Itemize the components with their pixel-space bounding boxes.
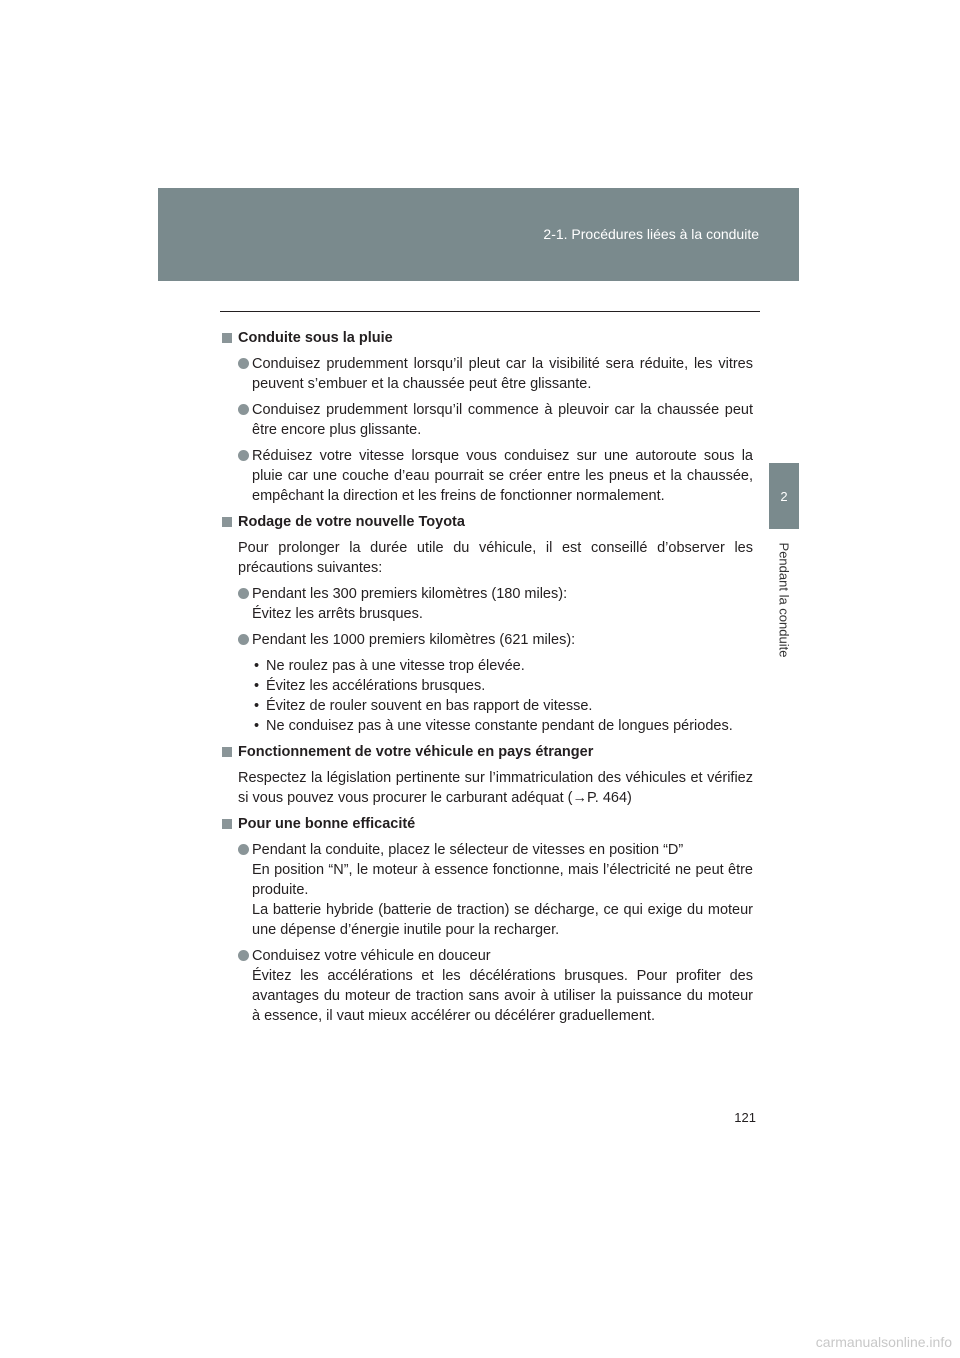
square-bullet-icon bbox=[222, 747, 232, 757]
bullet-text: Réduisez votre vitesse lorsque vous conduisez sur une autoroute sous la pluie car une couche d’eau pourrait se créer entre les pneus et la chaussée, empêchant la direction et les freins de fonctionner normalement. bbox=[252, 448, 753, 504]
bullet-line: La batterie hybride (batterie de traction) se décharge, ce qui exige du moteur une dépense d’énergie inutile pour la recharger. bbox=[252, 902, 753, 938]
sub-item bbox=[222, 696, 753, 716]
section-title-rain: Conduite sous la pluie bbox=[238, 330, 393, 346]
bullet-item bbox=[222, 400, 753, 440]
bullet-text: Conduisez prudemment lorsqu’il commence à pleuvoir car la chaussée peut être encore plus glissante. bbox=[252, 402, 753, 438]
paragraph: Respectez la législation pertinente sur l’immatriculation des véhicules et vérifiez si vous pouvez vous procurer le carburant adéquat (→P. 464) bbox=[238, 770, 753, 806]
circle-bullet-icon bbox=[238, 588, 249, 599]
bullet-item bbox=[222, 630, 753, 650]
sub-item-text: Évitez de rouler souvent en bas rapport de vitesse. bbox=[266, 698, 593, 714]
sub-item bbox=[222, 676, 753, 696]
sub-item-text: Ne roulez pas à une vitesse trop élevée. bbox=[266, 658, 525, 674]
bullet-item bbox=[222, 446, 753, 506]
section-title-abroad: Fonctionnement de votre véhicule en pays étranger bbox=[238, 744, 594, 760]
sub-bullet-icon: • bbox=[254, 698, 260, 714]
sub-item-text: Ne conduisez pas à une vitesse constante pendant de longues périodes. bbox=[266, 718, 733, 734]
bullet-line: Conduisez votre véhicule en douceur bbox=[252, 948, 491, 964]
circle-bullet-icon bbox=[238, 634, 249, 645]
square-bullet-icon bbox=[222, 517, 232, 527]
sub-bullet-icon: • bbox=[254, 678, 260, 694]
bullet-item bbox=[222, 354, 753, 394]
circle-bullet-icon bbox=[238, 404, 249, 415]
section-title-breakin: Rodage de votre nouvelle Toyota bbox=[238, 514, 465, 530]
square-bullet-icon bbox=[222, 333, 232, 343]
circle-bullet-icon bbox=[238, 844, 249, 855]
circle-bullet-icon bbox=[238, 358, 249, 369]
bullet-text: Conduisez prudemment lorsqu’il pleut car la visibilité sera réduite, les vitres peuvent s’embuer et la chaussée peut être glissante. bbox=[252, 356, 753, 392]
sub-bullet-icon: • bbox=[254, 658, 260, 674]
header-band bbox=[158, 188, 799, 281]
paragraph: Pour prolonger la durée utile du véhicule, il est conseillé d’observer les précautions suivantes: bbox=[238, 540, 753, 576]
bullet-line: En position “N”, le moteur à essence fonctionne, mais l’électricité ne peut être produite. bbox=[252, 862, 753, 898]
bullet-item bbox=[222, 946, 753, 1026]
bullet-line: Pendant la conduite, placez le sélecteur de vitesses en position “D” bbox=[252, 842, 684, 858]
circle-bullet-icon bbox=[238, 450, 249, 461]
sub-item-text: Évitez les accélérations brusques. bbox=[266, 678, 486, 694]
bullet-line: Évitez les accélérations et les décélérations brusques. Pour profiter des avantages du moteur de traction sans avoir à utiliser la puissance du moteur à essence, il vaut mieux accélérer ou décélérer graduellement. bbox=[252, 968, 753, 1024]
chapter-number: 2 bbox=[780, 489, 788, 504]
sub-bullet-icon: • bbox=[254, 718, 260, 734]
section-title: 2-1. Procédures liées à la conduite bbox=[543, 226, 759, 242]
section-heading-abroad bbox=[222, 742, 753, 762]
bullet-text: Pendant les 1000 premiers kilomètres (621 miles): bbox=[252, 632, 576, 648]
page-number: 121 bbox=[734, 1110, 756, 1125]
footer-watermark: carmanualsonline.info bbox=[815, 1334, 952, 1350]
section-heading-efficiency bbox=[222, 814, 753, 834]
section-title-efficiency: Pour une bonne efficacité bbox=[238, 816, 416, 832]
bullet-line: Évitez les arrêts brusques. bbox=[252, 606, 423, 622]
page-content bbox=[222, 328, 753, 1032]
circle-bullet-icon bbox=[238, 950, 249, 961]
bullet-item bbox=[222, 584, 753, 624]
square-bullet-icon bbox=[222, 819, 232, 829]
bullet-item bbox=[222, 840, 753, 940]
header-rule bbox=[220, 311, 760, 312]
chapter-tab bbox=[769, 463, 799, 529]
sub-item bbox=[222, 716, 753, 736]
chapter-side-label: Pendant la conduite bbox=[776, 542, 792, 658]
section-heading-rain bbox=[222, 328, 753, 348]
section-heading-breakin bbox=[222, 512, 753, 532]
bullet-line: Pendant les 300 premiers kilomètres (180 miles): bbox=[252, 586, 568, 602]
sub-item bbox=[222, 656, 753, 676]
